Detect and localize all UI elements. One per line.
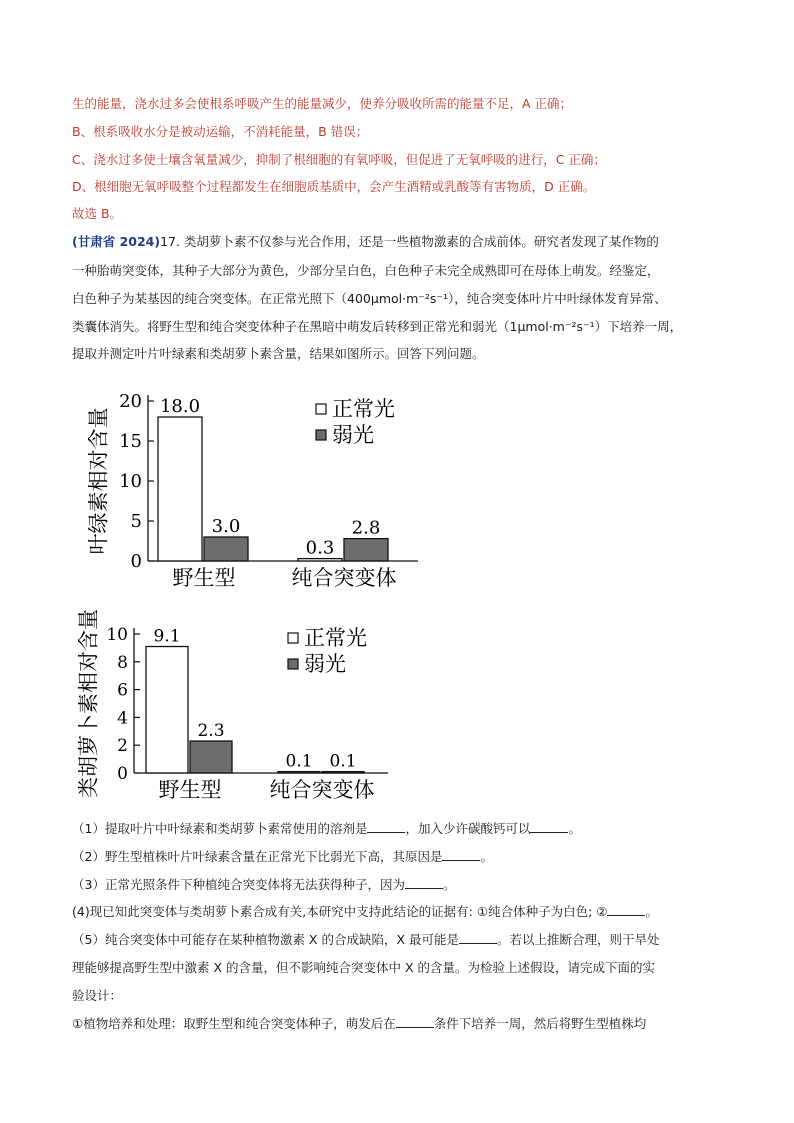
q1-blank-2[interactable]: [530, 820, 568, 833]
bar-weak-light: [204, 537, 248, 561]
y-tick-label: 4: [117, 708, 128, 729]
explanation-line-5: 故选 B。: [72, 206, 123, 221]
bar-value-label: 3.0: [211, 516, 241, 537]
carotenoid-chart-svg: [78, 605, 408, 810]
sub-question-5-line-3: 验设计：: [72, 988, 123, 1003]
y-tick-label: 6: [117, 680, 128, 701]
q3-blank[interactable]: [405, 876, 443, 889]
x-category-label: 纯合突变体: [269, 778, 375, 802]
sub-question-4: [72, 903, 658, 921]
bar-value-label: 2.8: [351, 517, 381, 539]
y-tick-label: 20: [119, 391, 142, 412]
y-tick-label: 8: [117, 652, 128, 673]
sub-question-5-step-1: [72, 1015, 646, 1033]
q1-text-b: ，加入少许碳酸钙可以: [405, 821, 531, 836]
y-tick-label: 10: [106, 625, 128, 645]
y-axis-label: 叶绿素相对含量: [88, 407, 111, 555]
y-tick-label: 0: [130, 551, 142, 572]
sub-question-5-line-2: 理能够提高野生型中激素 X 的含量，但不影响纯合突变体中 X 的含量。为检验上述假设，请完成下面的实: [72, 960, 656, 975]
q3-text-b: 。: [442, 877, 456, 892]
question-line-5: 提取并测定叶片叶绿素和类胡萝卜素含量，结果如图所示。回答下列问题。: [72, 346, 485, 361]
bar-value-label: 0.1: [285, 751, 313, 772]
q5-text-a: （5）纯合突变体中可能存在某种植物激素 X 的合成缺陷，X 最可能是: [72, 932, 460, 947]
q4-blank[interactable]: [607, 903, 645, 916]
q5-step1-blank[interactable]: [396, 1015, 434, 1028]
bar-normal-light: [146, 647, 188, 773]
legend-label: 正常光: [332, 397, 395, 421]
q1-text-c: 。: [568, 821, 581, 836]
x-category-label: 野生型: [172, 566, 236, 590]
legend-label: 正常光: [304, 626, 367, 650]
carotenoid-chart: [78, 605, 408, 810]
question-line-4: 类囊体消失。将野生型和纯合突变体种子在黑暗中萌发后转移到正常光和弱光（1μmol·m⁻²s⁻¹）下培养一周，: [72, 319, 683, 334]
legend-swatch-weak-light: [288, 659, 298, 669]
bar-value-label: 2.3: [197, 721, 225, 742]
bar-weak-light: [322, 772, 364, 773]
question-line-1-text: 17. 类胡萝卜素不仅参与光合作用，还是一些植物激素的合成前体。研究者发现了某作物的: [160, 234, 659, 249]
q4-text-a: (4)现已知此突变体与类胡萝卜素合成有关,本研究中支持此结论的证据有: ①纯合体种子为白色; ②: [72, 904, 608, 919]
q2-text-a: （2）野生型植株叶片叶绿素含量在正常光下比弱光下高，其原因是: [72, 849, 443, 864]
bar-normal-light: [278, 772, 320, 773]
q5-blank[interactable]: [459, 931, 497, 944]
q5-step1-text-a: ①植物培养和处理：取野生型和纯合突变体种子，萌发后在: [72, 1016, 396, 1031]
bar-normal-light: [298, 559, 342, 561]
legend-swatch-weak-light: [316, 430, 326, 440]
bar-value-label: 0.1: [329, 751, 357, 772]
q4-text-b: 。: [645, 904, 658, 919]
q5-text-b: 。若以上推断合理，则干旱处: [497, 932, 660, 947]
bar-value-label: 9.1: [153, 626, 181, 647]
question-line-3: 白色种子为某基因的纯合突变体。在正常光照下（400μmol·m⁻²s⁻¹），纯合突变体叶片中叶绿体发育异常、: [72, 291, 667, 306]
explanation-line-2: B、根系吸收水分是被动运输，不消耗能量，B 错误；: [72, 124, 369, 139]
q5-step1-text-b: 条件下培养一周，然后将野生型植株均: [433, 1016, 647, 1031]
explanation-line-1: 生的能量，浇水过多会使根系呼吸产生的能量减少，使养分吸收所需的能量不足，A 正确；: [72, 96, 573, 111]
y-tick-label: 10: [119, 471, 142, 492]
bar-normal-light: [158, 417, 202, 561]
q3-text-a: （3）正常光照条件下种植纯合突变体将无法获得种子，因为: [72, 877, 405, 892]
q2-text-b: 。: [480, 849, 493, 864]
sub-question-3: [72, 876, 455, 894]
sub-question-2: [72, 848, 493, 866]
bar-weak-light: [190, 741, 232, 773]
question-line-2: 一种胎萌突变体，其种子大部分为黄色，少部分呈白色，白色种子未完全成熟即可在母体上萌发。经鉴定，: [72, 263, 660, 278]
legend-label: 弱光: [304, 652, 346, 676]
q1-text-a: （1）提取叶片中叶绿素和类胡萝卜素常使用的溶剂是: [72, 821, 368, 836]
legend-label: 弱光: [332, 423, 374, 447]
x-category-label: 纯合突变体: [291, 566, 397, 590]
chlorophyll-chart-svg: [88, 380, 418, 590]
y-tick-label: 15: [119, 431, 142, 452]
y-tick-label: 2: [117, 736, 128, 757]
explanation-line-3: C、浇水过多使土壤含氧量减少，抑制了根细胞的有氧呼吸，但促进了无氧呼吸的进行，C 正确；: [72, 152, 606, 167]
x-category-label: 野生型: [158, 778, 222, 802]
q1-blank-1[interactable]: [367, 820, 405, 833]
y-axis-label: 类胡萝卜素相对含量: [78, 609, 101, 798]
legend-swatch-normal-light: [288, 633, 298, 643]
legend-swatch-normal-light: [316, 404, 326, 414]
question-line-1: [72, 233, 659, 251]
bar-value-label: 0.3: [305, 537, 335, 559]
question-source: (甘肃省 2024): [72, 234, 161, 249]
y-tick-label: 0: [117, 764, 128, 784]
y-tick-label: 5: [130, 511, 142, 532]
bar-weak-light: [344, 539, 388, 561]
bar-value-label: 18.0: [159, 396, 201, 417]
explanation-line-4: D、根细胞无氧呼吸整个过程都发生在细胞质基质中，会产生酒精或乳酸等有害物质，D 正确。: [72, 179, 596, 194]
sub-question-5: [72, 931, 660, 949]
q2-blank[interactable]: [442, 848, 480, 861]
chlorophyll-chart: [88, 380, 418, 590]
sub-question-1: [72, 820, 581, 838]
